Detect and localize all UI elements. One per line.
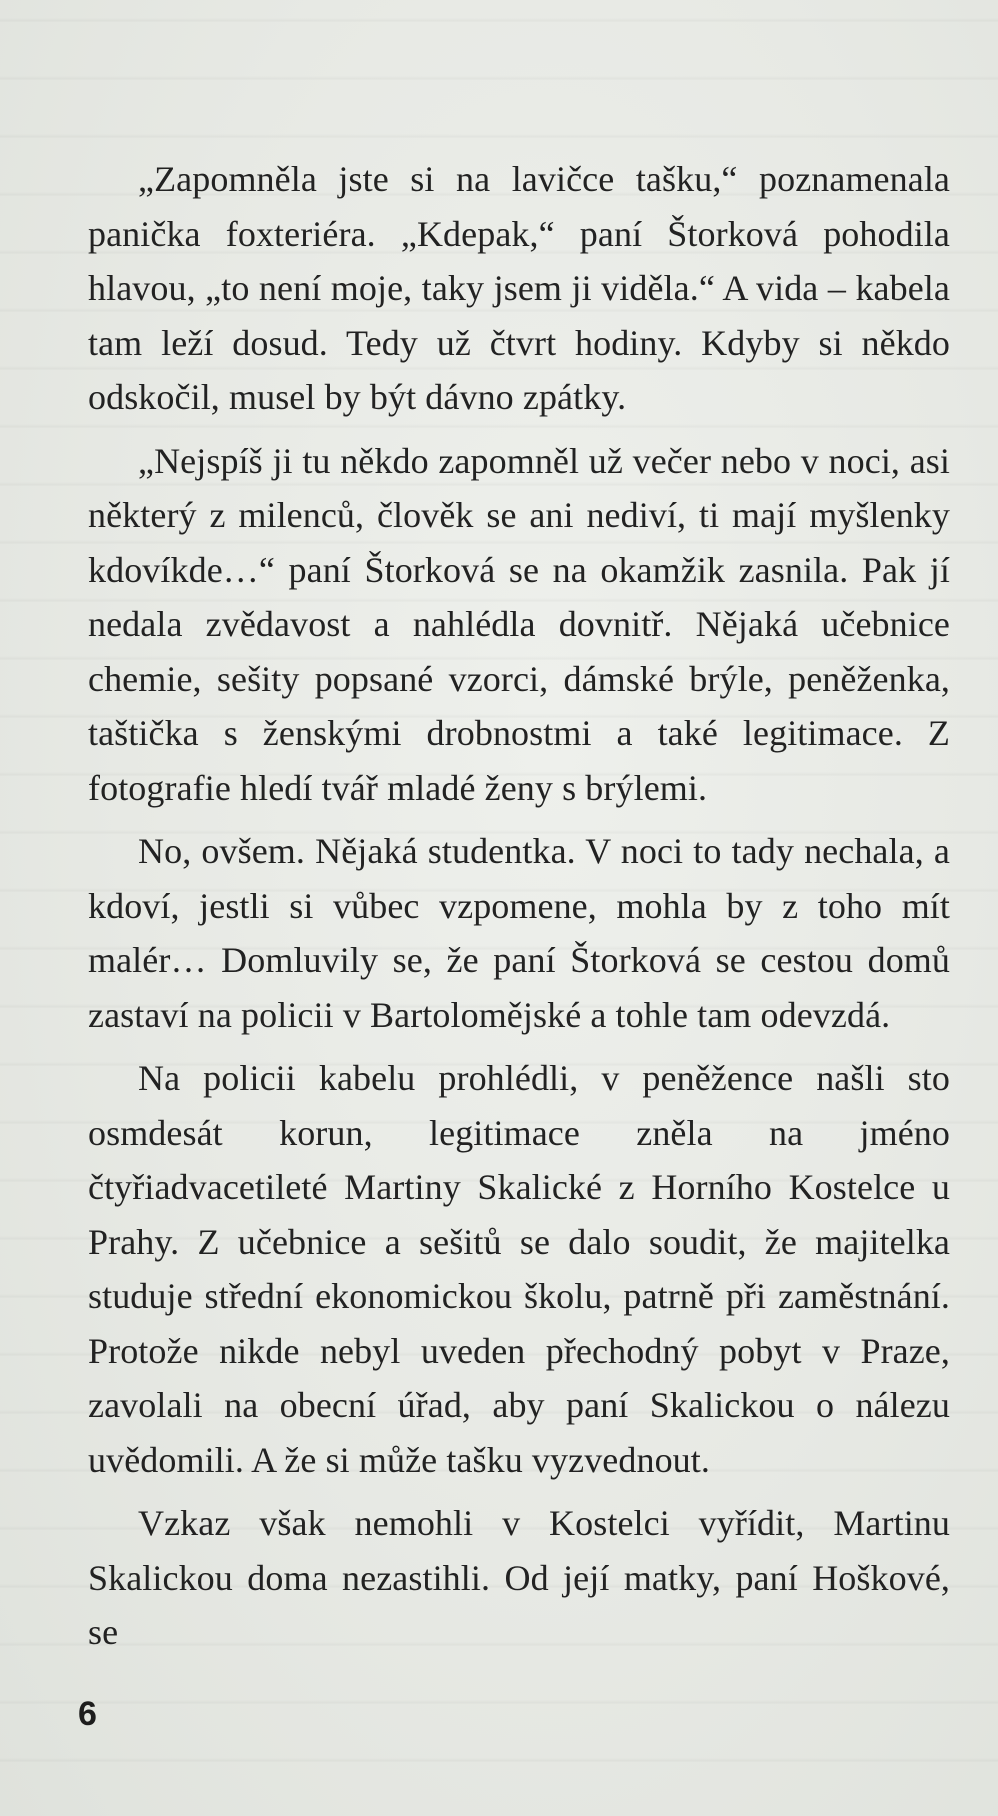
body-text <box>88 152 950 1660</box>
paragraph-3: No, ovšem. Nějaká studentka. V noci to tady nechala, a kdoví, jestli si vůbec vzpomene, mohla by z toho mít malér… Domluvily se, že paní Štorková se cestou domů zastaví na policii v Bartolomějské a tohle tam odevzdá. <box>88 831 950 1035</box>
paragraph-4: Na policii kabelu prohlédli, v peněžence našli sto osmdesát korun, legitimace zněla na jméno čtyřiadvacetileté Martiny Skalické z Horního Kostelce u Prahy. Z učebnice a sešitů se dalo soudit, že majitelka studuje střední ekonomickou školu, patrně při zaměstnání. Protože nikde nebyl uveden přechodný pobyt v Praze, zavolali na obecní úřad, aby paní Skalickou o nálezu uvědomili. A že si může tašku vyzvednout. <box>88 1058 950 1480</box>
page-number: 6 <box>78 1695 97 1733</box>
paragraph-1: „Zapomněla jste si na lavičce tašku,“ poznamenala panička foxteriéra. „Kdepak,“ paní Štorková pohodila hlavou, „to není moje, taky jsem ji viděla.“ A vida – kabela tam leží dosud. Tedy už čtvrt hodiny. Kdyby si někdo odskočil, musel by být dávno zpátky. <box>88 159 950 417</box>
paragraph-5: Vzkaz však nemohli v Kostelci vyřídit, Martinu Skalickou doma nezastihli. Od její matky, paní Hoškové, se <box>88 1503 950 1652</box>
paragraph-2: „Nejspíš ji tu někdo zapomněl už večer nebo v noci, asi některý z milenců, člověk se ani nediví, ti mají myšlenky kdovíkde…“ paní Štorková se na okamžik zasnila. Pak jí nedala zvědavost a nahlédla dovnitř. Nějaká učebnice chemie, sešity popsané vzorci, dámské brýle, peněženka, taštička s ženskými drobnostmi a také legitimace. Z fotografie hledí tvář mladé ženy s brýlemi. <box>88 440 950 808</box>
